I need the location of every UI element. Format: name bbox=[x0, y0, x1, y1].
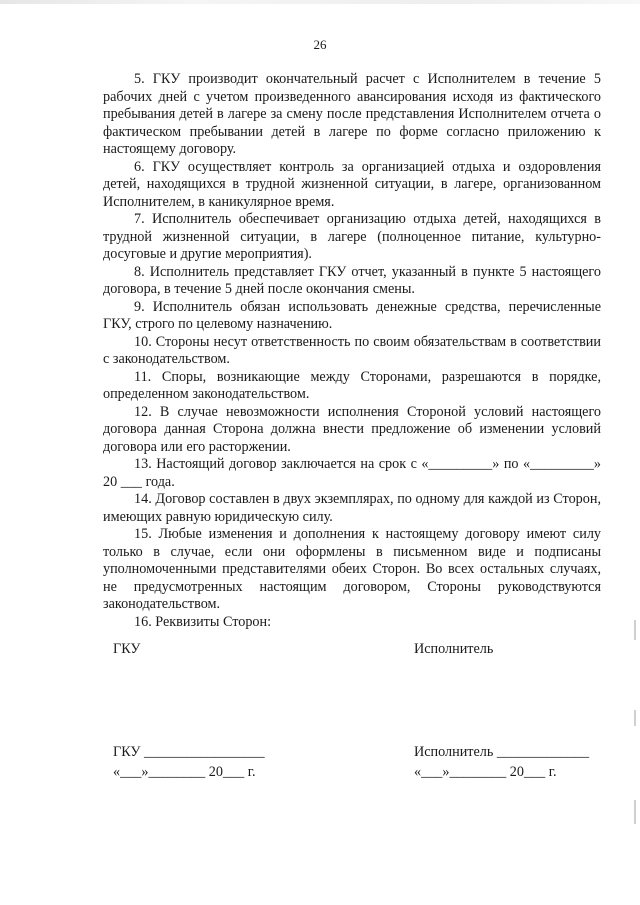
scan-margin-mark bbox=[634, 620, 636, 640]
clause-6: 6. ГКУ осуществляет контроль за организацией отдыха и оздоровления детей, находящихся в трудной жизненной ситуации, в лагере, организованном Исполнителем, в каникулярное время. bbox=[103, 158, 601, 210]
party-right-heading: Исполнитель bbox=[414, 641, 494, 657]
scan-margin-mark bbox=[634, 800, 636, 824]
page-number: 26 bbox=[313, 37, 327, 52]
party-right-signature-line: Исполнитель _____________ bbox=[414, 744, 590, 760]
clause-14: 14. Договор составлен в двух экземплярах, по одному для каждой из Сторон, имеющих равную юридическую силу. bbox=[103, 491, 601, 525]
clause-10: 10. Стороны несут ответственность по своим обязательствам в соответствии с законодательством. bbox=[103, 333, 601, 367]
clause-9: 9. Исполнитель обязан использовать денежные средства, перечисленные ГКУ, строго по целевому назначению. bbox=[103, 298, 601, 332]
clause-11: 11. Споры, возникающие между Сторонами, разрешаются в порядке, определенном законодательством. bbox=[103, 368, 601, 402]
party-left-signature-line: ГКУ _________________ bbox=[113, 744, 265, 760]
clause-5: 5. ГКУ производит окончательный расчет с Исполнителем в течение 5 рабочих дней с учетом произведенного авансирования исходя из фактического пребывания детей в лагере за смену после представления Исполнителем отчета о фактическом пребывании детей в лагере по форме согласно приложению к настоящему договору. bbox=[103, 71, 601, 157]
clause-12: 12. В случае невозможности исполнения Стороной условий настоящего договора данная Сторона должна внести предложение об изменении условий договора или его расторжении. bbox=[103, 403, 601, 455]
clause-7: 7. Исполнитель обеспечивает организацию отдыха детей, находящихся в трудной жизненной ситуации, в лагере (полноценное питание, культурно-досуговые и другие мероприятия). bbox=[103, 211, 601, 262]
party-left-heading: ГКУ bbox=[113, 641, 141, 657]
clause-16: 16. Реквизиты Сторон: bbox=[134, 613, 272, 630]
clause-13: 13. Настоящий договор заключается на срок с «_________» по «_________» 20 ___ года. bbox=[103, 456, 601, 490]
party-right-date-line: «___»________ 20___ г. bbox=[414, 764, 557, 780]
party-left-date-line: «___»________ 20___ г. bbox=[113, 764, 256, 780]
clause-15: 15. Любые изменения и дополнения к настоящему договору имеют силу только в случае, если они оформлены в письменном виде и подписаны уполномоченными представителями обеих Сторон. Во всех остальных случаях, не предусмотренных настоящим договором, Стороны руководствуются законодательством. bbox=[103, 526, 601, 612]
clause-8: 8. Исполнитель представляет ГКУ отчет, указанный в пункте 5 настоящего договора, в течение 5 дней после окончания смены. bbox=[103, 263, 601, 297]
scan-margin-mark bbox=[634, 710, 636, 726]
